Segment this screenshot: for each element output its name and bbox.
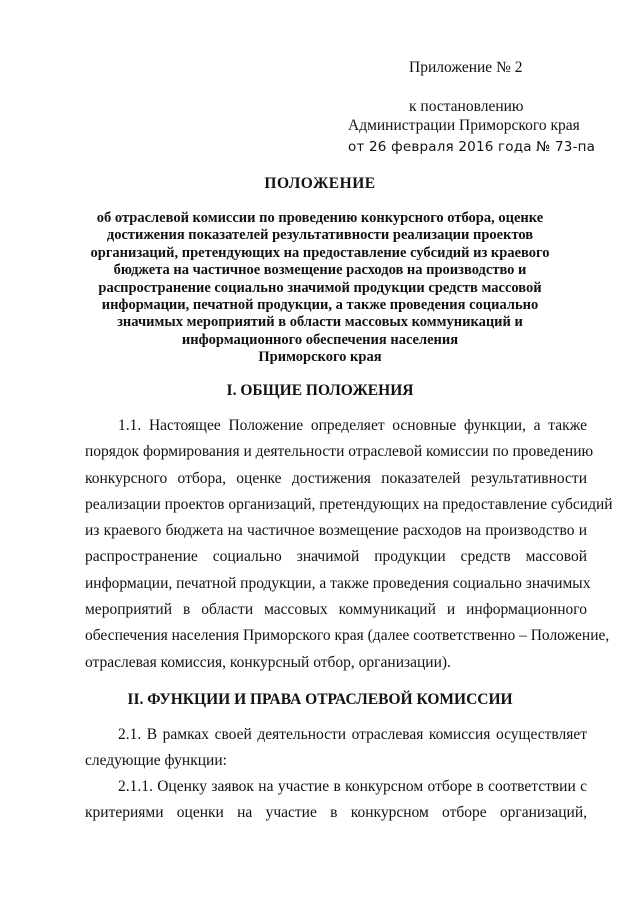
paragraph-line: отраслевая комиссия, конкурсный отбор, организации). (85, 653, 451, 671)
paragraph-line: обеспечения населения Приморского края (далее соответственно – Положение, (85, 627, 610, 645)
paragraph-2-1 (85, 722, 587, 775)
paragraph-line: из краевого бюджета на частичное возмещение расходов на производство и (85, 522, 587, 540)
paragraph-line: мероприятий в области массовых коммуникаций и информационного (85, 601, 587, 619)
paragraph-line: порядок формирования и деятельности отраслевой комиссии по проведению (85, 443, 594, 461)
subtitle-line: достижения показателей результативности реализации проектов (106, 227, 534, 244)
section-heading-functions: II. ФУНКЦИИ И ПРАВА ОТРАСЛЕВОЙ КОМИССИИ (127, 691, 513, 708)
paragraph-line: информации, печатной продукции, а также проведения социально значимых (85, 574, 591, 592)
subtitle-line: информации, печатной продукции, а также проведения социально (101, 297, 539, 314)
subtitle-line: Приморского края (258, 349, 382, 366)
appendix-administration: Администрации Приморского края (348, 117, 580, 134)
document-title: ПОЛОЖЕНИЕ (264, 175, 376, 192)
paragraph-line: распространение социально значимой продукции средств массовой (85, 548, 587, 566)
paragraph-line: следующие функции: (85, 752, 227, 770)
paragraph-line: конкурсного отбора, оценке достижения показателей результативности (85, 469, 587, 487)
paragraph-line: критериями оценки на участие в конкурсном отборе организаций, (85, 804, 587, 822)
paragraph-2-1-1 (85, 774, 587, 827)
appendix-block (348, 58, 608, 157)
paragraph-line: 2.1.1. Оценку заявок на участие в конкурсном отборе в соответствии с (118, 778, 587, 795)
paragraph-line: реализации проектов организаций, претендующих на предоставление субсидий (85, 495, 613, 513)
appendix-date-number: от 26 февраля 2016 года № 73-па (348, 139, 596, 155)
paragraph-line: 2.1. В рамках своей деятельности отраслевая комиссия осуществляет (118, 726, 587, 743)
subtitle-line: значимых мероприятий в области массовых коммуникаций и (117, 314, 523, 331)
subtitle-line: организаций, претендующих на предоставление субсидий из краевого (90, 244, 550, 261)
section-heading-general: I. ОБЩИЕ ПОЛОЖЕНИЯ (226, 382, 414, 399)
subtitle-line: об отраслевой комиссии по проведению конкурсного отбора, оценке (96, 210, 544, 226)
paragraph-1-1 (85, 413, 613, 676)
appendix-number: Приложение № 2 (409, 59, 523, 76)
subtitle-line: распространение социально значимой продукции средств массовой (98, 279, 542, 296)
subtitle-line: информационного обеспечения населения (181, 331, 459, 348)
paragraph-line: 1.1. Настоящее Положение определяет основные функции, а также (118, 417, 587, 434)
appendix-to-resolution: к постановлению (409, 98, 524, 115)
subtitle-line: бюджета на частичное возмещение расходов на производство и (113, 262, 527, 279)
document-subtitle (90, 210, 550, 367)
